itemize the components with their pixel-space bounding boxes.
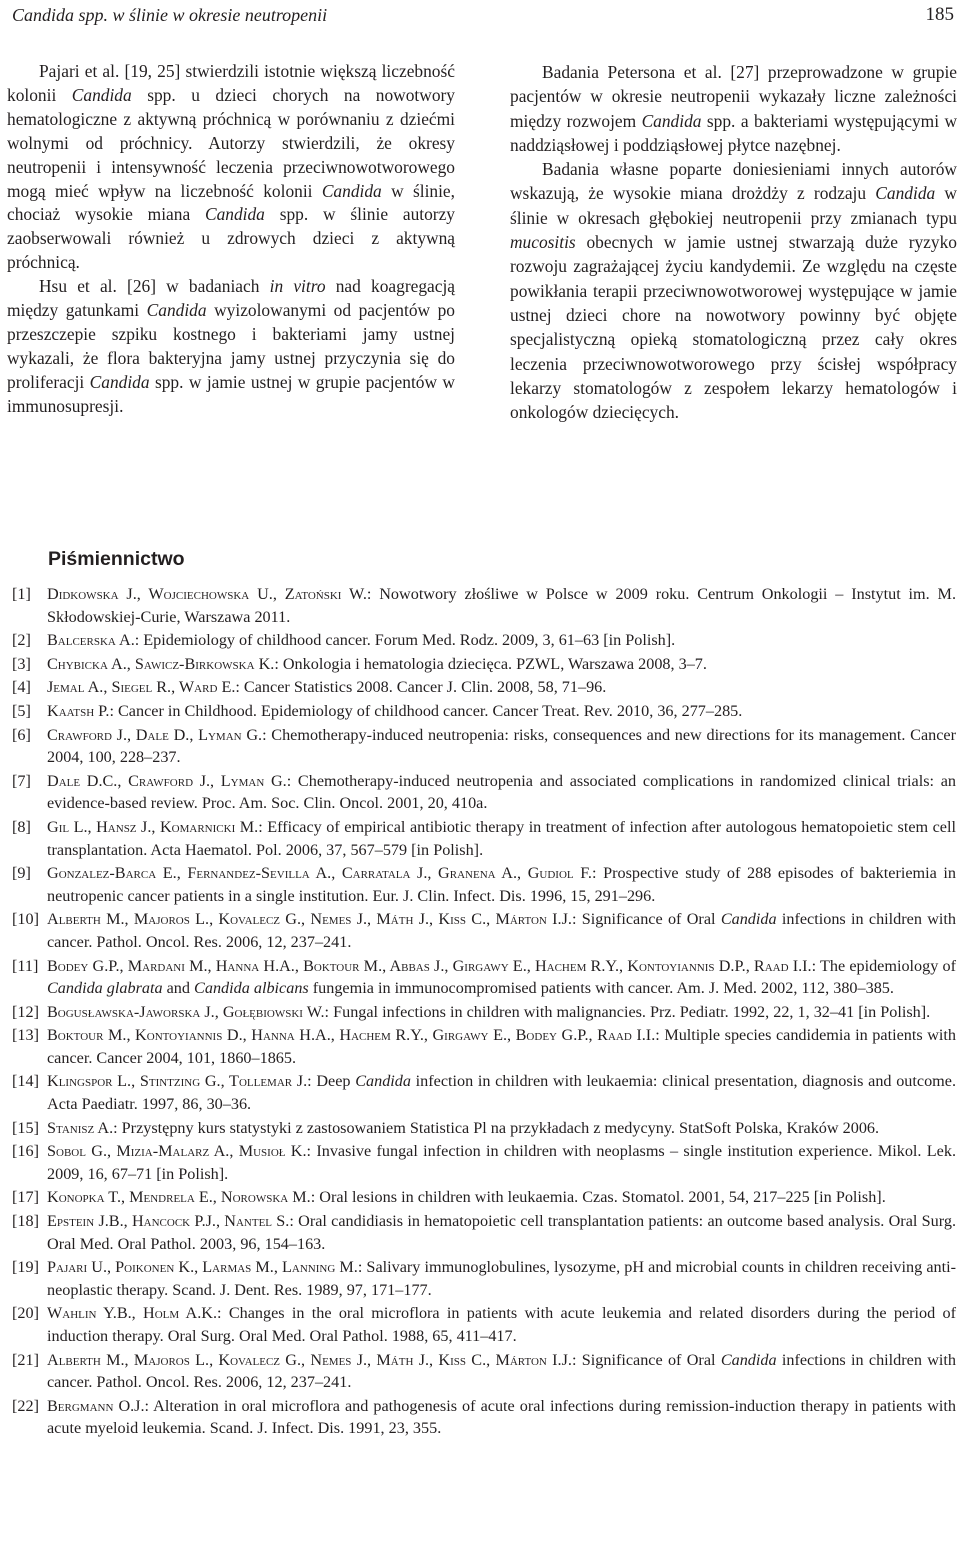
reference-authors: Bodey G.P., Mardani M., Hanna H.A., Boktour M., Abbas J., Girgawy E., Hachem R.Y., Kontoyiannis D.P., Raad I.I.	[47, 956, 812, 975]
reference-item	[12, 770, 956, 815]
reference-text: Konopka T., Mendrela E., Norowska M.: Oral lesions in children with leukaemia. Czas. Stomatol. 2001, 54, 217–225 [in Polish].	[47, 1188, 886, 1207]
reference-item	[12, 653, 956, 676]
running-title	[12, 5, 327, 26]
reference-item	[12, 1210, 956, 1255]
left-paragraph-2	[7, 275, 455, 418]
reference-authors: Chybicka A., Sawicz-Birkowska K.	[47, 654, 275, 673]
reference-number: [1]	[12, 585, 31, 603]
reference-authors: Klingspor L., Stintzing G., Tollemar J.	[47, 1072, 308, 1091]
reference-number: [2]	[12, 631, 31, 650]
latin-term: in vitro	[269, 276, 326, 297]
reference-text: Wahlin Y.B., Holm A.K.: Changes in the oral microflora in patients with acute leukemia and related disorders during the period of induction therapy. Oral Surg. Oral Med. Oral Pathol. 1988, 65, 411–417.	[47, 1304, 956, 1345]
reference-text: Balcerska A.: Epidemiology of childhood cancer. Forum Med. Rodz. 2009, 3, 61–63 [in Polish].	[47, 631, 676, 650]
genus-name: Candida	[204, 204, 265, 225]
reference-authors: Kaatsh P.	[47, 701, 110, 720]
reference-authors: Didkowska J., Wojciechowska U., Zatoński W.	[47, 585, 367, 603]
reference-number: [20]	[12, 1304, 39, 1323]
reference-number: [14]	[12, 1072, 39, 1091]
reference-text: Pajari U., Poikonen K., Larmas M., Lanning M.: Salivary immunoglobulines, lysozyme, pH and microbial counts in children receiving anti-neoplastic therapy. Scand. J. Dent. Res. 1989, 97, 171–177.	[47, 1258, 956, 1299]
genus-name: Candida	[641, 110, 702, 131]
reference-text: Gil L., Hansz J., Komarnicki M.: Efficacy of empirical antibiotic therapy in treatment of infection after autologous hematopoietic stem cell transplantation. Acta Haematol. Pol. 2006, 37, 567–579 [in Polish].	[47, 817, 956, 859]
reference-text: Gonzalez-Barca E., Fernandez-Sevilla A., Carratala J., Granena A., Gudiol F.: Prospective study of 288 episodes of bakteriemia in neutropenic cancer patients in a single institution. Eur. J. Clin. Infect. Dis. 1996, 15, 291–296.	[47, 864, 956, 905]
reference-authors: Alberth M., Majoros L., Kovalecz G., Nemes J., Máth J., Kiss C., Márton I.J.	[47, 1350, 572, 1369]
reference-number: [7]	[12, 771, 31, 790]
reference-text: Bergmann O.J.: Alteration in oral microflora and pathogenesis of acute oral infections during remission-induction therapy in patients with acute myeloid leukemia. Scand. J. Infect. Dis. 1991, 23, 355.	[47, 1396, 956, 1438]
latin-term: mucositis	[510, 232, 576, 253]
text-run: w ślinie w okresach głębokiej neutropenii przy zmianach typu	[510, 183, 957, 228]
genus-name: Candida	[89, 371, 150, 392]
reference-item	[12, 955, 956, 1000]
reference-text: Didkowska J., Wojciechowska U., Zatoński W.: Nowotwory złośliwe w Polsce w 2009 roku. Centrum Onkologii – Instytut im. M. Skłodowskiej-Curie, Warszawa 2011.	[47, 585, 956, 626]
reference-number: [16]	[12, 1142, 39, 1161]
reference-item	[12, 1349, 956, 1394]
reference-item	[12, 862, 956, 907]
reference-item	[12, 1140, 956, 1185]
text-run: Pajari et al. [19, 25] stwierdzili istotnie większą liczebność kolonii	[7, 61, 455, 105]
reference-number: [18]	[12, 1212, 39, 1231]
reference-text: Bodey G.P., Mardani M., Hanna H.A., Boktour M., Abbas J., Girgawy E., Hachem R.Y., Kontoyiannis D.P., Raad I.I.: The epidemiology of Candida glabrata and Candida albicans fungemia in immunocompromised patients with cancer. Am. J. Med. 2002, 112, 380–385.	[47, 956, 956, 998]
reference-item	[12, 1395, 956, 1440]
reference-item	[12, 676, 956, 699]
genus-name: Candida	[875, 183, 936, 204]
reference-number: [21]	[12, 1350, 39, 1369]
reference-number: [12]	[12, 1002, 39, 1021]
reference-authors: Stanisz A.	[47, 1118, 114, 1137]
reference-number: [22]	[12, 1396, 39, 1415]
reference-item	[12, 1001, 956, 1024]
references-heading: Piśmiennictwo	[48, 548, 185, 570]
text-run: spp. w jamie ustnej w grupie pacjentów w immunosupresji.	[7, 371, 455, 416]
reference-item	[12, 816, 956, 861]
right-paragraph-2	[510, 157, 957, 424]
reference-authors: Epstein J.B., Hancock P.J., Nantel S.	[47, 1212, 290, 1231]
reference-text: Dale D.C., Crawford J., Lyman G.: Chemotherapy-induced neutropenia and associated complications in randomized clinical trials: an evidence-based review. Proc. Am. Soc. Clin. Oncol. 2001, 20, 410a.	[47, 771, 956, 813]
genus-name: Candida	[146, 300, 207, 321]
reference-authors: Bergmann O.J.	[47, 1396, 145, 1415]
reference-item	[12, 1117, 956, 1140]
reference-item	[12, 583, 956, 628]
running-header	[12, 0, 956, 30]
reference-item	[12, 724, 956, 769]
reference-number: [19]	[12, 1258, 39, 1277]
reference-authors: Boktour M., Kontoyiannis D., Hanna H.A., Hachem R.Y., Girgawy E., Bodey G.P., Raad I.I.	[47, 1026, 656, 1045]
reference-text: Kaatsh P.: Cancer in Childhood. Epidemiology of childhood cancer. Cancer Treat. Rev. 2010, 36, 277–285.	[47, 701, 743, 720]
reference-item	[12, 1070, 956, 1115]
text-run: Badania Petersona et al. [27] przeprowadzone w grupie pacjentów w okresie neutropenii wykazały liczne zależności między rozwojem	[510, 62, 957, 131]
text-run: spp. a bakteriami występującymi w naddziąsłowej i poddziąsłowej płytce nazębnej.	[510, 110, 957, 155]
running-title-genus: Candida	[12, 4, 75, 25]
reference-text: Bogusławska-Jaworska J., Gołębiowski W.: Fungal infections in children with malignancies. Prz. Pediatr. 1992, 22, 1, 32–41 [in Polish].	[47, 1002, 931, 1021]
reference-number: [4]	[12, 678, 31, 697]
reference-authors: Jemal A., Siegel R., Ward E.	[47, 678, 236, 697]
reference-authors: Konopka T., Mendrela E., Norowska M.	[47, 1188, 311, 1207]
text-run: w ślinie, chociaż wysokie miana	[7, 180, 455, 225]
genus-name: Candida	[71, 84, 132, 105]
text-run: spp. u dzieci chorych na nowotwory hematologiczne z aktywną próchnicą w porównaniu z dziećmi wolnymi od próchnicy. Autorzy stwierdzili, że okresy neutropenii i intensywność leczenia przeciwnowotworowego mogą mieć wpływ na liczebność kolonii	[7, 84, 456, 201]
reference-number: [17]	[12, 1188, 39, 1207]
reference-authors: Gonzalez-Barca E., Fernandez-Sevilla A., Carratala J., Granena A., Gudiol F.	[47, 864, 592, 883]
reference-text: Jemal A., Siegel R., Ward E.: Cancer Statistics 2008. Cancer J. Clin. 2008, 58, 71–96.	[47, 678, 607, 697]
right-column	[510, 60, 957, 424]
reference-authors: Pajari U., Poikonen K., Larmas M., Lanning M.	[47, 1258, 358, 1277]
reference-text: Klingspor L., Stintzing G., Tollemar J.: Deep Candida infection in children with leukaemia: clinical presentation, diagnosis and outcome. Acta Paediatr. 1997, 86, 30–36.	[47, 1072, 956, 1114]
text-run: wyizolowanymi od pacjentów po przeszczepie szpiku kostnego i bakteriami jamy ustnej wykazali, że flora bakteryjna jamy ustnej przyczynia się do proliferacji	[7, 300, 455, 392]
reference-item	[12, 1024, 956, 1069]
reference-text: Alberth M., Majoros L., Kovalecz G., Nemes J., Máth J., Kiss C., Márton I.J.: Significance of Oral Candida infections in children with cancer. Pathol. Oncol. Res. 2006, 12, 237–241.	[47, 910, 956, 951]
reference-item	[12, 700, 956, 723]
page-number: 185	[925, 4, 954, 25]
reference-authors: Wahlin Y.B., Holm A.K.	[47, 1304, 218, 1323]
reference-authors: Crawford J., Dale D., Lyman G.	[47, 725, 263, 744]
reference-item	[12, 908, 956, 953]
reference-number: [13]	[12, 1026, 39, 1045]
text-run: Badania własne poparte doniesieniami innych autorów wskazują, że wysokie miana drożdży z rodzaju	[510, 159, 957, 204]
reference-authors: Gil L., Hansz J., Komarnicki M.	[47, 817, 259, 836]
reference-authors: Bogusławska-Jaworska J., Gołębiowski W.	[47, 1002, 325, 1021]
reference-text: Alberth M., Majoros L., Kovalecz G., Nemes J., Máth J., Kiss C., Márton I.J.: Significance of Oral Candida infections in children with cancer. Pathol. Oncol. Res. 2006, 12, 237–241.	[47, 1350, 956, 1392]
reference-number: [15]	[12, 1118, 39, 1137]
text-run: Hsu et al. [26] w badaniach	[39, 276, 270, 297]
reference-number: [8]	[12, 817, 31, 836]
right-paragraph-1	[510, 60, 957, 157]
reference-authors: Dale D.C., Crawford J., Lyman G.	[47, 771, 287, 790]
reference-number: [11]	[12, 956, 39, 975]
references-list	[12, 583, 956, 1441]
reference-authors: Balcerska A.	[47, 631, 135, 650]
reference-item	[12, 1256, 956, 1301]
reference-number: [10]	[12, 910, 39, 929]
running-title-rest: spp. w ślinie w okresie neutropenii	[78, 4, 328, 25]
reference-text: Chybicka A., Sawicz-Birkowska K.: Onkologia i hematologia dziecięca. PZWL, Warszawa 2008, 3–7.	[47, 654, 707, 673]
text-run: nad koagregacją między gatunkami	[7, 276, 456, 321]
left-paragraph-1	[7, 60, 455, 275]
reference-number: [3]	[12, 654, 31, 673]
reference-text: Crawford J., Dale D., Lyman G.: Chemotherapy-induced neutropenia: risks, consequences and new directions for its management. Cancer 2004, 100, 228–237.	[47, 725, 956, 767]
reference-item	[12, 1186, 956, 1209]
reference-authors: Sobol G., Mizia-Malarz A., Musioł K.	[47, 1142, 307, 1161]
left-column	[7, 60, 455, 419]
reference-text: Stanisz A.: Przystępny kurs statystyki z zastosowaniem Statistica Pl na przykładach z medycyny. StatSoft Polska, Kraków 2006.	[47, 1118, 880, 1137]
reference-text: Epstein J.B., Hancock P.J., Nantel S.: Oral candidiasis in hematopoietic cell transplantation patients: an outcome based analysis. Oral Surg. Oral Med. Oral Pathol. 2003, 96, 154–163.	[47, 1212, 956, 1253]
text-run: obecnych w jamie ustnej stwarzają duże ryzyko rozwoju zagrażającej życiu kandydemii. Ze względu na częste powikłania terapii przeciwnowotworowej występujące w jamie ustnej dzieci chore na nowotwory powinny być objęte specjalistyczną opieką stomatologiczną przez cały okres leczenia przeciwnowotworowego przy ścisłej współpracy lekarzy stomatologów z zespołem lekarzy hematologów i onkologów dziecięcych.	[510, 232, 957, 423]
reference-text: Sobol G., Mizia-Malarz A., Musioł K.: Invasive fungal infection in children with neoplasms – single institution experience. Mikol. Lek. 2009, 16, 67–71 [in Polish].	[47, 1142, 956, 1183]
reference-number: [5]	[12, 701, 31, 720]
reference-number: [9]	[12, 864, 31, 883]
reference-item	[12, 629, 956, 652]
text-run: spp. w ślinie autorzy zaobserwowali również u zdrowych dzieci z aktywną próchnicą.	[7, 204, 455, 273]
reference-number: [6]	[12, 725, 31, 744]
reference-text: Boktour M., Kontoyiannis D., Hanna H.A., Hachem R.Y., Girgawy E., Bodey G.P., Raad I.I.: Multiple species candidemia in patients with cancer. Cancer 2004, 101, 1860–1865.	[47, 1026, 957, 1067]
reference-item	[12, 1302, 956, 1347]
reference-authors: Alberth M., Majoros L., Kovalecz G., Nemes J., Máth J., Kiss C., Márton I.J.	[47, 910, 572, 929]
genus-name: Candida	[321, 180, 382, 201]
